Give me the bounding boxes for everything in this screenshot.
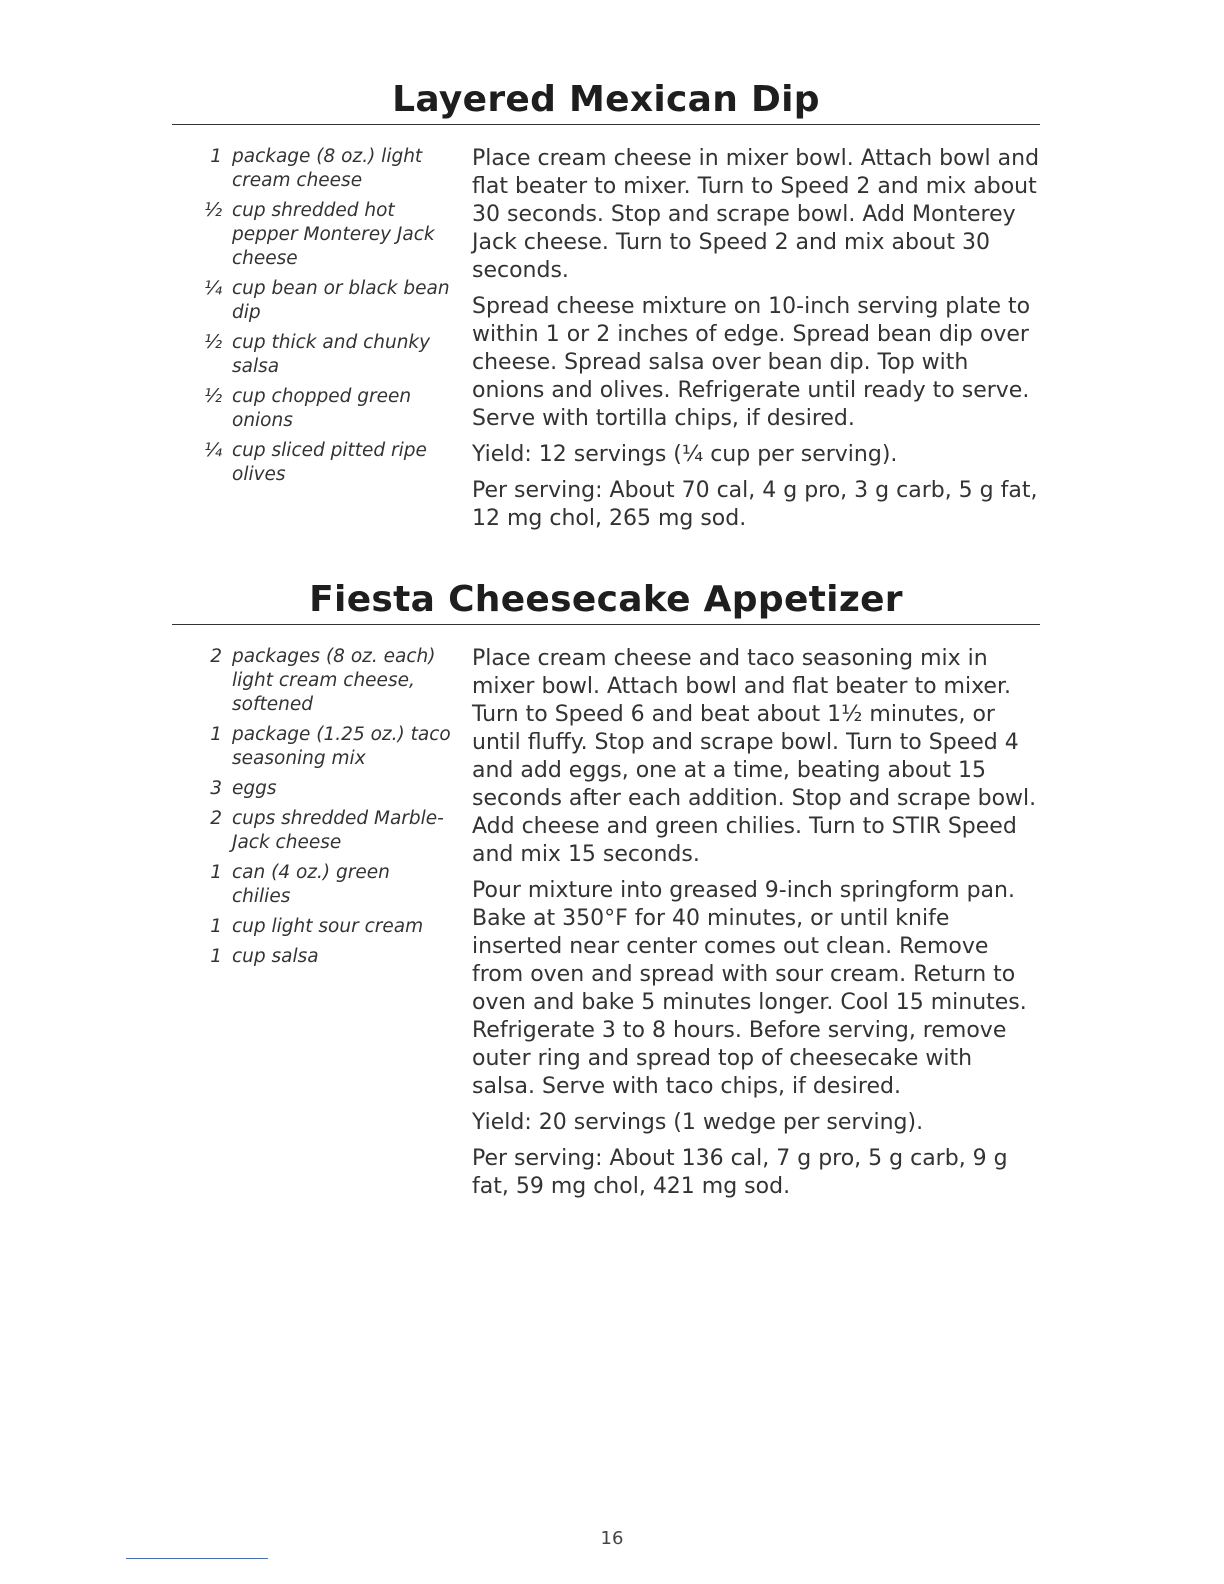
directions: [472, 645, 1042, 1209]
ingredient-qty: 1: [210, 862, 222, 883]
ingredient-text: cup thick and chunky salsa: [232, 332, 431, 377]
ingredient-item: [172, 385, 472, 433]
ingredient-item: [172, 861, 472, 909]
ingredient-text: packages (8 oz. each) light cream cheese, softened: [232, 646, 436, 715]
recipe-yield: Yield: 20 servings (1 wedge per serving).: [472, 1110, 924, 1135]
title-rule: [172, 124, 1040, 125]
ingredient-item: [172, 945, 472, 969]
direction-paragraph: Place cream cheese and taco seasoning mix in mixer bowl. Attach bowl and flat beater to mixer. Turn to Speed 6 and beat about 1½ minutes, or until fluffy. Stop and scrape bowl. Turn to Speed 4 and add eggs, one at a time, beating about 15 seconds after each addition. Stop and scrape bowl. Add cheese and green chilies. Turn to STIR Speed and mix 15 seconds.: [472, 646, 1037, 867]
direction-paragraph: Place cream cheese in mixer bowl. Attach bowl and flat beater to mixer. Turn to Speed 2 and mix about 30 seconds. Stop and scrape bowl. Add Monterey Jack cheese. Turn to Speed 2 and mix about 30 seconds.: [472, 146, 1040, 283]
ingredient-text: package (1.25 oz.) taco seasoning mix: [232, 724, 451, 769]
ingredient-text: cup shredded hot pepper Monterey Jack cheese: [232, 200, 435, 269]
ingredient-qty: 2: [210, 646, 222, 667]
ingredient-qty: 1: [210, 146, 222, 167]
direction-paragraph: Pour mixture into greased 9-inch springform pan. Bake at 350°F for 40 minutes, or until knife inserted near center comes out clean. Remove from oven and spread with sour cream. Return to oven and bake 5 minutes longer. Cool 15 minutes. Refrigerate 3 to 8 hours. Before serving, remove outer ring and spread top of cheesecake with salsa. Serve with taco chips, if desired.: [472, 878, 1027, 1099]
ingredient-item: [172, 439, 472, 487]
directions: [472, 145, 1042, 541]
ingredient-text: cup bean or black bean dip: [232, 278, 450, 323]
ingredient-list: [172, 145, 472, 541]
ingredient-qty: ½: [204, 332, 222, 353]
ingredient-qty: 1: [210, 916, 222, 937]
nutrition-info: Per serving: About 70 cal, 4 g pro, 3 g carb, 5 g fat, 12 mg chol, 265 mg sod.: [472, 478, 1038, 531]
ingredient-qty: ¼: [204, 440, 222, 461]
ingredient-list: [172, 645, 472, 1209]
ingredient-item: [172, 807, 472, 855]
ingredient-text: cup chopped green onions: [232, 386, 412, 431]
ingredient-item: [172, 723, 472, 771]
ingredient-text: eggs: [232, 778, 277, 799]
ingredient-item: [172, 645, 472, 717]
ingredient-qty: 2: [210, 808, 222, 829]
ingredient-qty: ¼: [204, 278, 222, 299]
ingredient-item: [172, 915, 472, 939]
ingredient-text: package (8 oz.) light cream cheese: [232, 146, 423, 191]
ingredient-qty: ½: [204, 386, 222, 407]
ingredient-qty: 3: [210, 778, 222, 799]
footnote-rule: [126, 1558, 268, 1559]
ingredient-text: cup salsa: [232, 946, 319, 967]
ingredient-text: can (4 oz.) green chilies: [232, 862, 390, 907]
ingredient-text: cup sliced pitted ripe olives: [232, 440, 427, 485]
title-rule: [172, 624, 1040, 625]
recipe-yield: Yield: 12 servings (¼ cup per serving).: [472, 442, 898, 467]
recipe-fiesta-cheesecake-appetizer: [172, 578, 1040, 1209]
page-number: 16: [600, 1528, 624, 1549]
ingredient-text: cups shredded Marble-Jack cheese: [232, 808, 444, 853]
ingredient-item: [172, 777, 472, 801]
ingredient-item: [172, 199, 472, 271]
nutrition-info: Per serving: About 136 cal, 7 g pro, 5 g carb, 9 g fat, 59 mg chol, 421 mg sod.: [472, 1146, 1008, 1199]
ingredient-qty: ½: [204, 200, 222, 221]
recipe-layered-mexican-dip: [172, 78, 1040, 541]
ingredient-item: [172, 331, 472, 379]
recipe-title: Fiesta Cheesecake Appetizer: [309, 579, 903, 620]
ingredient-qty: 1: [210, 724, 222, 745]
recipe-body: [172, 145, 1040, 541]
ingredient-text: cup light sour cream: [232, 916, 424, 937]
recipe-body: [172, 645, 1040, 1209]
ingredient-qty: 1: [210, 946, 222, 967]
ingredient-item: [172, 277, 472, 325]
recipe-title: Layered Mexican Dip: [392, 79, 820, 120]
direction-paragraph: Spread cheese mixture on 10-inch serving plate to within 1 or 2 inches of edge. Spread bean dip over cheese. Spread salsa over bean dip. Top with onions and olives. Refrigerate until ready to serve. Serve with tortilla chips, if desired.: [472, 294, 1031, 431]
ingredient-item: [172, 145, 472, 193]
